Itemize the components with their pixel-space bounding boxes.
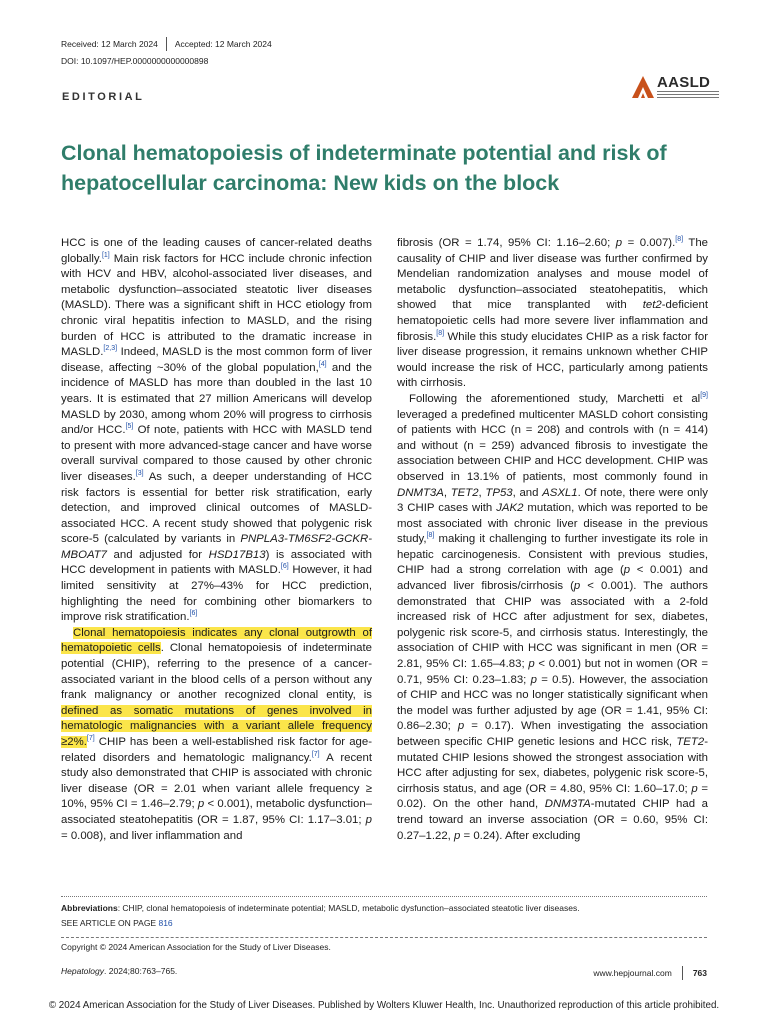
accepted-date: Accepted: 12 March 2024: [174, 39, 272, 49]
text-run: . Of note, there were only 3 CHIP cases with: [397, 486, 708, 515]
italic-term: HSD17B13: [208, 548, 266, 561]
reference-link[interactable]: [8]: [426, 532, 435, 540]
text-run: The causality of CHIP and liver disease was further confirmed by Mendelian randomization analyses and mouse model of metabolic dysfunction–associated steatohepatitis, which showed that mice transplanted with: [397, 237, 709, 312]
text-run: = 0.17). When investigating the association between specific CHIP genetic lesions and HCC risk,: [397, 720, 708, 748]
italic-term: p: [615, 237, 623, 249]
reference-link[interactable]: [8]: [436, 329, 445, 337]
text-run: and adjusted for: [107, 548, 209, 561]
text-run: Following the aforementioned study, Marchetti et al: [409, 392, 701, 405]
text-run: fibrosis (OR = 1.74, 95% CI: 1.16–2.60;: [397, 237, 616, 249]
footer-divider: [61, 896, 707, 897]
journal-citation: [61, 966, 177, 976]
italic-term: TET2: [450, 486, 479, 499]
italic-term: p: [623, 564, 631, 577]
italic-term: TP53: [485, 486, 513, 499]
abbreviations-label: Abbreviations: [61, 903, 118, 913]
see-article: [61, 918, 707, 928]
highlighted-text: defined as somatic mutations of genes involved in hematologic malignancies with a variant allele frequency ≥2%.: [61, 704, 372, 748]
text-run: Main risk factors for HCC include chronic infection with HCV and HBV, alcohol-associated liver diseases, and metabolic dysfunction–associated steatotic liver diseases (MASLD). There was a significant shift in HCC etiology from chronic viral hepatitis infection to MASLD, and the rising burden of HCC is attributed to the dramatic increase in MASLD.: [61, 252, 372, 359]
reference-link[interactable]: [2,3]: [103, 345, 118, 353]
text-run: = 0.02). On the other hand,: [397, 782, 708, 811]
copyright-notice: © 2024 American Association for the Study of Liver Diseases. Published by Wolters Kluwer Health, Inc. Unauthorized reproduction of this article prohibited.: [48, 1000, 720, 1011]
paragraph: [61, 626, 372, 844]
see-article-text: SEE ARTICLE ON PAGE: [61, 918, 159, 928]
italic-term: JAK2: [496, 502, 524, 515]
italic-term: tet2: [642, 299, 662, 312]
text-run: < 0.001) but not in women (OR = 0.71, 95% CI: 0.23–1.83;: [397, 658, 708, 686]
journal-name: Hepatology: [61, 966, 105, 976]
reference-link[interactable]: [6]: [189, 610, 198, 618]
doi[interactable]: DOI: 10.1097/HEP.0000000000000898: [61, 56, 209, 66]
paragraph: [397, 236, 708, 392]
text-run: . Clonal hematopoiesis of indeterminate potential (CHIP), referring to the presence of a cancer-associated variant in the blood cells of a person without any frank malignancy or another recognized clonal entity, is: [61, 642, 372, 702]
body-column-right: [397, 236, 708, 844]
italic-term: p: [365, 813, 372, 826]
text-run: -mutated CHIP lesions showed the strongest association with HCC after adjusting for sex, diabetes, polygenic risk score-5, cirrhosis status, and age (OR = 4.80, 95% CI: 1.60–17.0;: [397, 736, 708, 795]
reference-link[interactable]: [4]: [318, 360, 327, 368]
date-divider: [166, 37, 167, 51]
italic-term: TET2: [676, 736, 705, 748]
italic-term: p: [454, 829, 461, 842]
text-run: and the incidence of MASLD has more than doubled in the last 10 years. It is estimated that 27 million Americans will develop MASLD by 2030, among whom 20% will progress to cirrhosis and/or HCC.: [61, 361, 372, 437]
text-run: HCC is one of the leading causes of cancer-related deaths globally.: [61, 237, 372, 265]
reference-link[interactable]: [1]: [101, 251, 110, 259]
website-link[interactable]: www.hepjournal.com: [593, 968, 672, 978]
reference-link[interactable]: [9]: [700, 392, 708, 400]
footer-right: [593, 966, 707, 980]
article-title: Clonal hematopoiesis of indeterminate potential and risk of hepatocellular carcinoma: New kids on the block: [61, 141, 667, 195]
body-column-left: [61, 236, 372, 844]
copyright-divider: [61, 937, 707, 938]
reference-link[interactable]: [7]: [86, 735, 95, 743]
italic-term: p: [530, 673, 537, 686]
abbreviations: [61, 903, 707, 913]
paragraph: [397, 392, 708, 844]
text-run: Indeed, MASLD is the most common form of liver disease, affecting ~30% of the global population,: [61, 346, 372, 374]
text-run: ) is associated with HCC development in patients with MASLD.: [61, 548, 372, 577]
text-run: CHIP has been a well-established risk factor for age-related disorders and hematologic malignancy.: [61, 736, 372, 764]
received-date: Received: 12 March 2024: [61, 39, 158, 49]
italic-term: PNPLA3-TM6SF2-GCKR-MBOAT7: [61, 533, 372, 561]
italic-term: p: [528, 658, 535, 671]
paragraph: [61, 236, 372, 626]
text-run: , and: [512, 486, 543, 499]
italic-term: p: [691, 782, 698, 795]
text-run: As such, a deeper understanding of HCC risk factors is essential for better risk stratification, early detection, and improved clinical outcomes of MASLD-associated HCC. A recent study showed that polygenic risk score-5 (calculated by variants in: [61, 470, 372, 546]
reference-link[interactable]: [5]: [125, 423, 134, 431]
text-run: However, it had limited sensitivity at 27%–43% for HCC prediction, highlighting the need for combining other biomarkers to improve risk stratification.: [61, 564, 372, 624]
aasld-logo-icon: [630, 74, 656, 100]
text-run: making it challenging to further investigate its role in hepatic carcinogenesis. Consistent with previous studies, CHIP had a strong correlation with age (: [397, 533, 708, 577]
text-run: A recent study also demonstrated that CHIP is associated with chronic liver disease (OR = 2.01 when variant allele frequency ≥ 10%, 95% CI = 1.46–2.79;: [61, 751, 372, 811]
italic-term: ASXL1: [542, 486, 578, 499]
text-run: leveraged a predefined multicenter MASLD cohort consisting of patients with HCC (n = 208) and controls with (n = 414) and without (n = 259) advanced fibrosis to investigate the association between CHIP and HCC development. CHIP was observed in 13.1% of patients, most commonly found in: [397, 408, 708, 483]
reference-link[interactable]: [8]: [675, 236, 684, 244]
see-article-page-link[interactable]: 816: [158, 918, 173, 928]
page-footer: [61, 966, 707, 976]
text-run: ,: [443, 486, 451, 499]
text-run: = 0.008), and liver inflammation and: [61, 829, 243, 842]
reference-link[interactable]: [6]: [280, 563, 289, 571]
text-run: ,: [478, 486, 486, 499]
italic-term: p: [197, 798, 205, 811]
text-run: < 0.001) and advanced liver fibrosis/cirrhosis (: [397, 564, 708, 593]
highlighted-text: Clonal hematopoiesis indicates any clonal outgrowth of hematopoietic cells: [61, 626, 372, 655]
text-run: mutation, which was reported to be most associated with chronic liver disease in the previous study,: [397, 502, 708, 546]
citation-text: . 2024;80:763–765.: [104, 966, 178, 976]
italic-term: DNM3TA: [544, 798, 591, 811]
logo-text: AASLD: [657, 74, 711, 91]
footer-divider-bar: [682, 966, 683, 980]
text-run: -mutated CHIP had a trend toward an inverse association (OR = 0.60, 95% CI: 0.27–1.22,: [397, 798, 708, 842]
text-run: < 0.001), metabolic dysfunction–associated steatohepatitis (OR = 1.87, 95% CI: 1.17–3.01;: [61, 798, 372, 826]
text-run: = 0.007).: [622, 237, 676, 249]
logo-tagline: [657, 91, 719, 99]
text-run: < 0.001). The authors demonstrated that CHIP was associated with a 2-fold increased risk of HCC after adjustment for sex, diabetes, polygenic risk score-5, and cirrhosis status. Interestingly, the association of CHIP with HCC was significant in men (OR = 2.81, 95% CI: 1.65–4.83;: [397, 580, 708, 671]
article-dates: [61, 37, 272, 51]
copyright: Copyright © 2024 American Association for the Study of Liver Diseases.: [61, 942, 331, 952]
text-run: While this study elucidates CHIP as a risk factor for liver disease progression, it remains unknown whether CHIP would increase the risk of HCC, particularly among patients with cirrhosis.: [397, 330, 708, 390]
reference-link[interactable]: [3]: [135, 470, 144, 478]
text-run: = 0.24). After excluding: [460, 829, 581, 842]
italic-term: p: [573, 580, 581, 593]
abbreviations-text: : CHIP, clonal hematopoiesis of indeterminate potential; MASLD, metabolic dysfunction–associated steatotic liver diseases.: [117, 903, 580, 913]
text-run: Of note, patients with HCC with MASLD tend to present with more advanced-stage cancer and have worse overall survival compared to those caused by other chronic liver diseases.: [61, 424, 372, 483]
aasld-logo: [630, 72, 722, 102]
italic-term: p: [457, 720, 465, 733]
text-run: = 0.5). However, the association of CHIP and HCC was no longer statistically significant when the model was further adjusted by age (OR = 1.41, 95% CI: 0.86–2.30;: [397, 673, 709, 733]
page-number: 763: [692, 968, 707, 978]
section-label: EDITORIAL: [62, 91, 145, 103]
italic-term: DNMT3A: [397, 486, 444, 499]
text-run: -deficient hematopoietic cells had more severe liver inflammation and fibrosis.: [397, 299, 708, 343]
reference-link[interactable]: [7]: [311, 750, 320, 758]
